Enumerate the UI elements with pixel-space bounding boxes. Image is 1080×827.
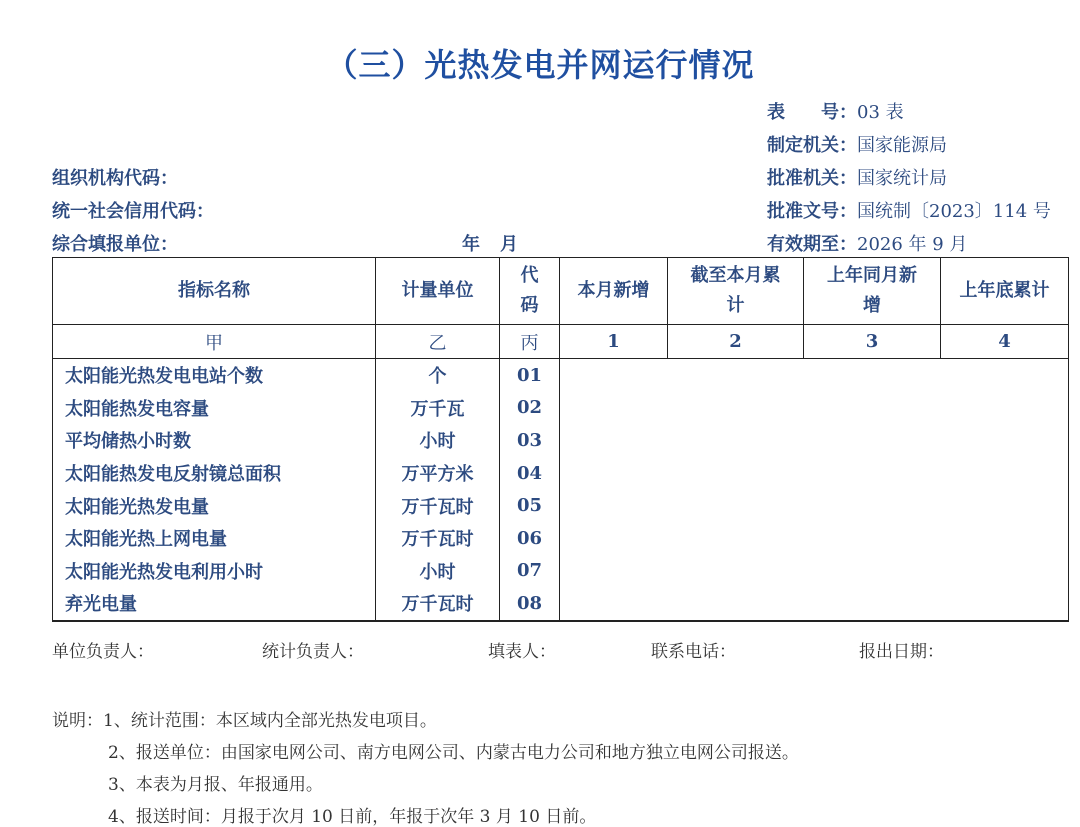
meta-value: 国家统计局 [857,168,947,189]
data-entry-area[interactable] [560,359,1069,621]
indicator-name: 太阳能光热发电量 [53,489,376,522]
indicator-unit: 万千瓦时 [376,587,500,621]
index-cell: 4 [941,325,1069,359]
meta-valid-until [767,230,967,256]
meta-label: 批准文号： [767,201,857,222]
sig-report-date: 报出日期： [859,642,944,662]
header-line: 计 [726,295,745,316]
month-label: 月 [500,234,518,255]
header-row [53,258,1069,325]
org-code-label: 组织机构代码： [52,168,178,189]
unit-label: 综合填报单位： [52,234,178,255]
year-label: 年 [462,234,480,255]
indicator-code: 04 [500,457,560,490]
indicator-unit: 小时 [376,424,500,457]
indicator-code: 03 [500,424,560,457]
sig-preparer: 填表人： [488,642,556,662]
header-last-year-month-new [804,258,941,325]
indicator-code: 08 [500,587,560,621]
meta-value: 2026 年 9 月 [857,234,968,255]
meta-approval-no [767,197,1051,223]
indicator-unit: 个 [376,359,500,392]
meta-label: 表 号： [767,102,857,123]
form-title: （三）光热发电并网运行情况 [325,46,755,84]
note-2: 2、报送单位：由国家电网公司、南方电网公司、内蒙古电力公司和地方独立电网公司报送。 [108,743,799,763]
index-cell: 丙 [500,325,560,359]
meta-label: 有效期至： [767,234,857,255]
header-unit: 计量单位 [376,258,500,325]
indicator-name: 太阳能热发电反射镜总面积 [53,457,376,490]
credit-code-label: 统一社会信用代码： [52,201,214,222]
indicator-unit: 小时 [376,555,500,588]
header-line: 代 [520,265,539,286]
header-line: 截至本月累 [690,265,781,286]
header-line: 码 [520,295,539,316]
indicator-name: 太阳能热发电容量 [53,392,376,425]
index-row [53,325,1069,359]
meta-value: 国家能源局 [857,135,947,156]
indicator-code: 05 [500,489,560,522]
index-cell: 3 [804,325,941,359]
meta-issuer [767,131,947,157]
header-line: 增 [863,295,881,316]
index-cell: 甲 [53,325,376,359]
indicator-name: 平均储热小时数 [53,424,376,457]
indicator-code: 01 [500,359,560,392]
meta-value: 国统制〔2023〕114 号 [857,201,1051,222]
header-indicator-name: 指标名称 [53,258,376,325]
index-cell: 乙 [376,325,500,359]
indicator-code: 06 [500,522,560,555]
indicator-name: 太阳能光热发电利用小时 [53,555,376,588]
header-last-year-end-cumulative: 上年底累计 [941,258,1069,325]
indicator-unit: 万千瓦 [376,392,500,425]
sig-stat-head: 统计负责人： [262,642,364,662]
table-row [53,359,1069,392]
index-cell: 2 [668,325,804,359]
header-code [500,258,560,325]
header-month-new: 本月新增 [560,258,668,325]
meta-table-no [767,98,904,124]
note-3: 3、本表为月报、年报通用。 [108,775,323,795]
sig-unit-head: 单位负责人： [52,642,154,662]
indicator-unit: 万千瓦时 [376,489,500,522]
sig-phone: 联系电话： [651,642,736,662]
note-1: 说明：1、统计范围：本区域内全部光热发电项目。 [52,711,437,731]
header-cumulative [668,258,804,325]
report-table [52,257,1069,622]
indicator-name: 太阳能光热发电电站个数 [53,359,376,392]
indicator-unit: 万千瓦时 [376,522,500,555]
indicator-code: 07 [500,555,560,588]
meta-label: 制定机关： [767,135,857,156]
index-cell: 1 [560,325,668,359]
meta-label: 批准机关： [767,168,857,189]
header-line: 上年同月新 [827,265,917,286]
indicator-unit: 万平方米 [376,457,500,490]
meta-value: 03 表 [857,102,904,123]
indicator-name: 弃光电量 [53,587,376,621]
note-4: 4、报送时间：月报于次月 10 日前，年报于次年 3 月 10 日前。 [108,807,597,827]
meta-approver [767,164,947,190]
indicator-name: 太阳能光热上网电量 [53,522,376,555]
indicator-code: 02 [500,392,560,425]
